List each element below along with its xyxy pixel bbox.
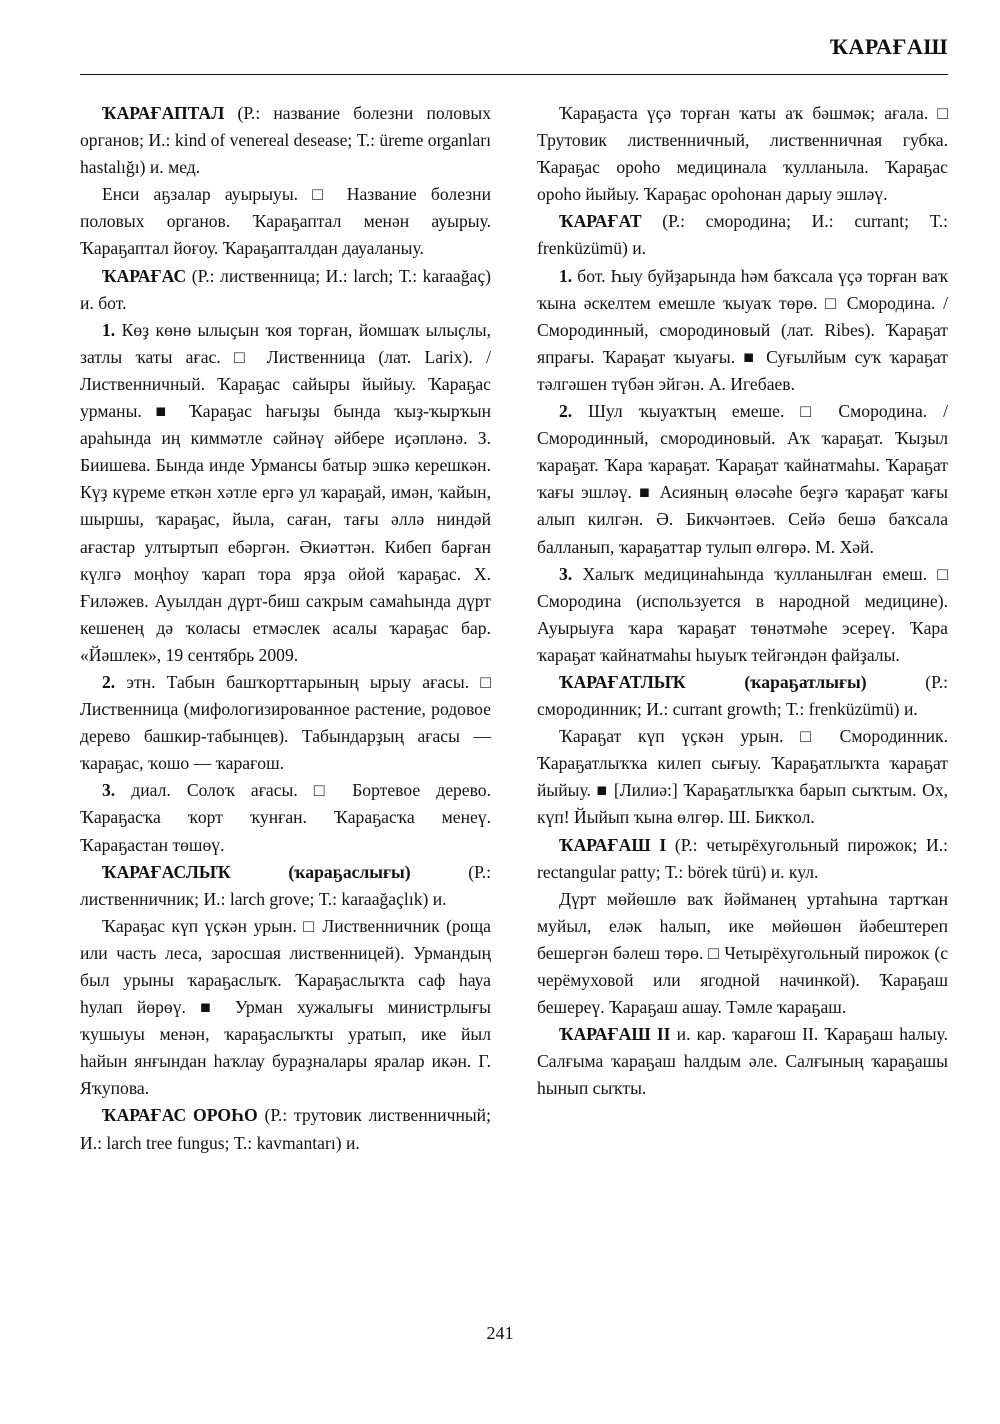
dictionary-entry	[80, 100, 491, 181]
dictionary-entry	[80, 1102, 491, 1156]
entry-gloss: (Р.: четырёхугольный пирожок; И.: rectangular patty; Т.: börek türü) и. кул.	[537, 834, 949, 882]
sense-paragraph	[537, 561, 948, 669]
headword: ҠАРАҒАТЛЫҠ (ҡараҕатлығы)	[559, 671, 867, 692]
sense-number: 2.	[102, 671, 116, 692]
sense-text: Шул ҡыуаҡтың емеше. □ Смородина. / Смородинный, смородиновый. Аҡ ҡараҕат. Ҡыҙыл ҡараҕат. Ҡара ҡараҕат. Ҡараҕат ҡайнатмаһы. Ҡараҕат ҡағы эшләү. ■ Асияның өләсәһе беҙгә ҡараҕат ҡағы алып килгән. Ә. Бикчәнтәев. Сейә бешә баҡсала балланып, ҡараҕаттар тулып өлгөрә. М. Хәй.	[537, 401, 948, 557]
headword: ҠАРАҒАС ОРОҺО	[102, 1105, 258, 1126]
left-column	[80, 100, 491, 1157]
sense-text: Халыҡ медицинаһында ҡулланылған емеш. □ Смородина (используется в народной медицине). Ауырыуға ҡара ҡараҕат төнәтмәһе эсереү. Ҡара ҡараҕат ҡайнатмаһы һыуыҡ тейгәндән файҙалы.	[537, 563, 948, 665]
definition-paragraph: Енси аҕзалар ауырыуы. □ Название болезни половых органов. Ҡараҕаптал менән ауырыу. Ҡараҕаптал йоғоу. Ҡараҕапталдан дауаланыу.	[80, 184, 491, 259]
dictionary-entry	[80, 859, 491, 913]
dictionary-entry	[537, 669, 948, 723]
dictionary-entry	[80, 263, 491, 317]
sense-paragraph	[537, 263, 948, 398]
sense-number: 3.	[102, 780, 116, 801]
sense-paragraph	[80, 777, 491, 858]
definition-paragraph: Дүрт мөйөшлө ваҡ йәйманең уртаһына тартҡан муйыл, еләк һалып, ике мөйөшөн йәбештереп бешергән бәлеш төрө. □ Четырёхугольный пирожок (с черёмуховой или ягодной начинкой). Ҡараҕаш бешереү. Ҡараҕаш ашау. Тәмле ҡараҕаш.	[537, 888, 948, 1018]
entry-gloss: (Р.: смородинник; И.: currant growth; Т.: frenküzümü) и.	[537, 671, 948, 720]
sense-number: 1.	[102, 319, 116, 340]
headword: ҠАРАҒАС	[102, 265, 187, 286]
running-head: ҠАРАҒАШ	[829, 34, 948, 59]
entry-gloss: и. кар. ҡарағош II. Ҡараҕаш һалыу. Салғыма ҡараҕаш һалдым әле. Салғының ҡараҕашы һынып сыҡты.	[537, 1024, 948, 1099]
sense-text: этн. Табын башҡорттарының ырыу ағасы. □ Лиственница (мифологизированное растение, родовое дерево башкир-табынцев). Табындарҙың ағасы — ҡараҕас, ҡошо — ҡарағош.	[80, 671, 491, 774]
sense-text: бот. Һыу буйҙарында һәм баҡсала үҫә торған ваҡ ҡына әскелтем емешле ҡыуаҡ төрө. □ Смородина. / Смородинный, смородиновый (лат. Ribes). Ҡараҕат япрағы. Ҡараҕат ҡыуағы. ■ Суғылйым суҡ ҡараҕат тәлгәшен түбән эйгән. А. Игебаев.	[537, 265, 948, 394]
right-column	[537, 100, 948, 1102]
dictionary-entry	[537, 832, 948, 886]
entry-gloss: (Р.: лиственница; И.: larch; Т.: karaağaç) и. бот.	[80, 265, 491, 313]
headword: ҠАРАҒАШ II	[559, 1024, 671, 1045]
sense-number: 1.	[559, 265, 573, 286]
sense-paragraph	[537, 398, 948, 561]
sense-paragraph	[80, 669, 491, 777]
dictionary-entry	[537, 208, 948, 262]
definition-paragraph: Ҡараҕаста үҫә торған ҡаты аҡ бәшмәк; ағала. □ Трутовик лиственничный, лиственничная губка. Ҡараҕас ороһо медицинала ҡулланыла. Ҡараҕас ороһо йыйыу. Ҡараҕас ороһонан дарыу эшләү.	[537, 103, 948, 205]
dictionary-entry	[537, 1021, 948, 1102]
definition-paragraph: Ҡараҕат күп үҫкән урын. □ Смородинник. Ҡараҕатлыҡҡа килеп сығыу. Ҡараҕатлыҡта ҡараҕат йыйыу. ■ [Лилиә:] Ҡараҕатлыҡҡа барып сыҡтым. Ох, күп! Йыйып ҡына өлгөр. Ш. Бикҡол.	[537, 726, 948, 828]
headword: ҠАРАҒАСЛЫҠ (ҡараҕаслығы)	[102, 861, 411, 882]
sense-number: 3.	[559, 563, 573, 584]
definition-paragraph: Ҡараҕас күп үҫкән урын. □ Лиственничник (роща или часть леса, заросшая лиственницей). Урмандың был урыны ҡараҕаслыҡ. Ҡараҕаслыҡта саф һауа һулап йөрөү. ■ Урман хужалығы министрлығы ҡушыуы менән, ҡараҕаслыҡты уратып, ике йыл һайын янғындан һаҡлау бураҙналары яралар икән. Г. Яҡупова.	[80, 915, 491, 1099]
headword: ҠАРАҒАПТАЛ	[102, 103, 225, 123]
sense-number: 2.	[559, 401, 573, 422]
entry-gloss: (Р.: лиственничник; И.: larch grove; Т.: karaağaçlık) и.	[80, 861, 491, 909]
sense-text: диал. Солоҡ ағасы. □ Бортевое дерево. Ҡараҕасҡа ҡорт ҡунған. Ҡараҕасҡа менеү. Ҡараҕастан төшөү.	[80, 780, 491, 855]
entry-gloss: (Р.: смородина; И.: currant; Т.: frenküzümü) и.	[537, 211, 948, 259]
page-number: 241	[486, 1323, 514, 1343]
header-rule	[80, 74, 948, 75]
headword: ҠАРАҒАТ	[559, 211, 642, 232]
headword: ҠАРАҒАШ I	[559, 834, 667, 855]
entry-gloss: (Р.: название болезни половых органов; И.: kind of venereal desease; Т.: üreme organları hastalığı) и. мед.	[80, 103, 491, 178]
sense-paragraph	[80, 317, 491, 669]
sense-text: Көҙ көнө ылыҫын ҡоя торған, йомшаҡ ылыҫлы, затлы ҡаты ағас. □ Лиственница (лат. Larix). / Лиственничный. Ҡараҕас сайыры йыйыу. Ҡараҕас урманы. ■ Ҡараҕас һағыҙы бында ҡыҙ-ҡырҡын араһында иң киммәтле сәйнәү әйбере иҫәпләнә. З. Биишева. Бында инде Урмансы батыр эшкә керешкән. Күҙ күреме еткән хәтле ергә ул ҡараҕай, имән, ҡайын, шыршы, ҡараҕас, йыла, саған, тағы әллә ниндәй ағастар ултыртып ебәргән. Әкиәттән. Кибеп барған күлгә моңһоу ҡарап тора ярҙа ойой ҡараҕас. Х. Ғиләжев. Ауылдан дүрт-биш саҡрым самаһында дүрт кешенең дә ҡоласы етмәслек асалы ҡараҕас бар. «Йәшлек», 19 сентябрь 2009.	[80, 319, 491, 665]
entry-gloss: (Р.: трутовик лиственничный; И.: larch tree fungus; Т.: kavmantarı) и.	[80, 1105, 491, 1153]
